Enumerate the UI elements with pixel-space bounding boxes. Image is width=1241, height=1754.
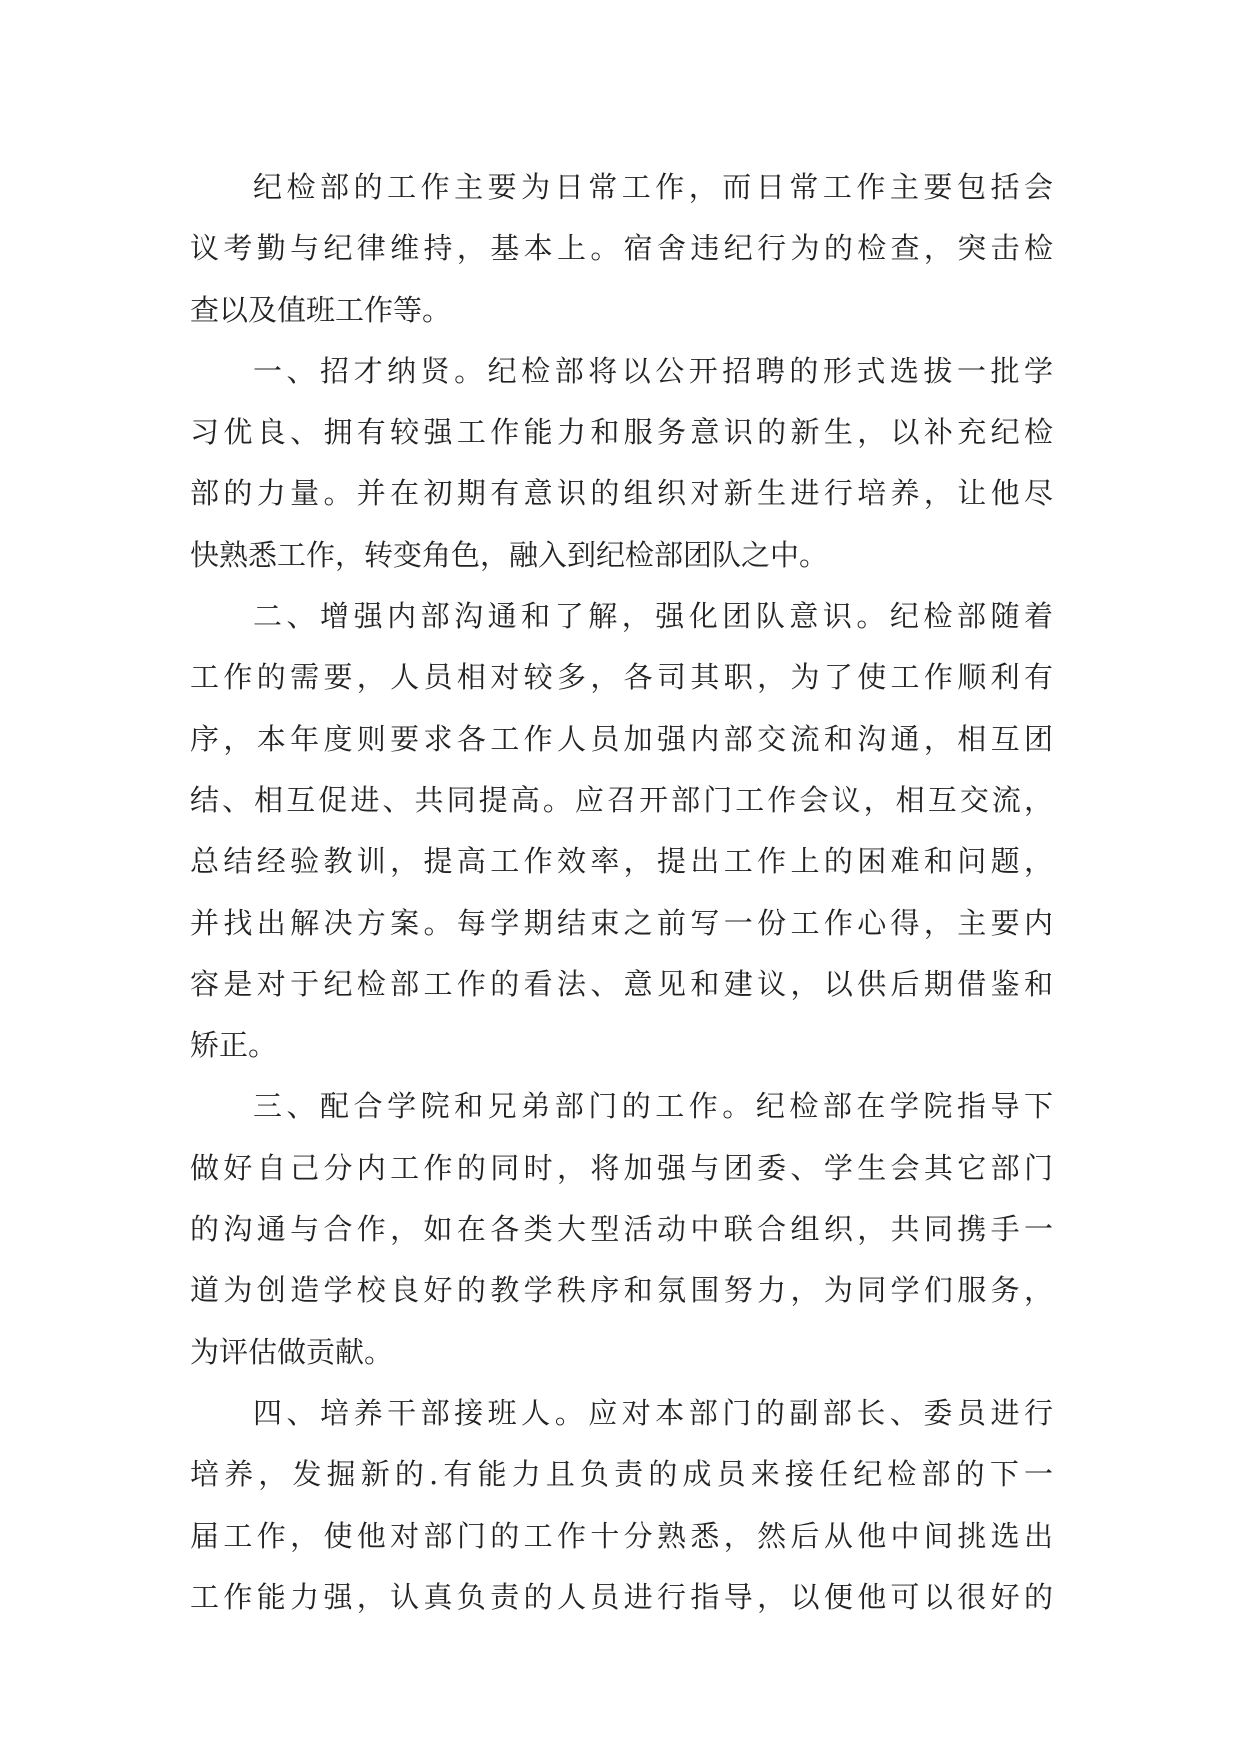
text-line: 工作的需要，人员相对较多，各司其职，为了使工作顺利有 bbox=[190, 660, 1053, 695]
document-body bbox=[190, 157, 1053, 1628]
paragraph-successors bbox=[190, 1383, 1053, 1628]
text-line: 的沟通与合作，如在各类大型活动中联合组织，共同携手一 bbox=[190, 1212, 1053, 1247]
paragraph-intro bbox=[190, 157, 1053, 341]
text-line: 矫正。 bbox=[190, 1028, 278, 1063]
text-line: 容是对于纪检部工作的看法、意见和建议，以供后期借鉴和 bbox=[190, 966, 1053, 1001]
text-line: 快熟悉工作，转变角色，融入到纪检部团队之中。 bbox=[190, 537, 829, 572]
text-line: 总结经验教训，提高工作效率，提出工作上的困难和问题， bbox=[190, 844, 1053, 879]
text-line: 培养，发掘新的.有能力且负责的成员来接任纪检部的下一 bbox=[190, 1457, 1053, 1492]
text-line: 二、增强内部沟通和了解，强化团队意识。纪检部随着 bbox=[253, 599, 1053, 634]
text-line: 三、配合学院和兄弟部门的工作。纪检部在学院指导下 bbox=[253, 1089, 1053, 1124]
text-line: 工作能力强，认真负责的人员进行指导，以便他可以很好的 bbox=[190, 1579, 1053, 1614]
text-line: 一、招才纳贤。纪检部将以公开招聘的形式选拔一批学 bbox=[253, 353, 1053, 388]
text-line: 道为创造学校良好的教学秩序和氛围努力，为同学们服务， bbox=[190, 1273, 1053, 1308]
paragraph-cooperation bbox=[190, 1076, 1053, 1382]
text-line: 部的力量。并在初期有意识的组织对新生进行培养，让他尽 bbox=[190, 476, 1053, 511]
text-line: 习优良、拥有较强工作能力和服务意识的新生，以补充纪检 bbox=[190, 415, 1053, 450]
text-line: 届工作，使他对部门的工作十分熟悉，然后从他中间挑选出 bbox=[190, 1518, 1053, 1553]
text-line: 议考勤与纪律维持，基本上。宿舍违纪行为的检查，突击检 bbox=[190, 231, 1053, 266]
text-line: 查以及值班工作等。 bbox=[190, 292, 452, 327]
text-line: 做好自己分内工作的同时，将加强与团委、学生会其它部门 bbox=[190, 1150, 1053, 1185]
text-line: 结、相互促进、共同提高。应召开部门工作会议，相互交流， bbox=[190, 782, 1053, 817]
text-line: 并找出解决方案。每学期结束之前写一份工作心得，主要内 bbox=[190, 905, 1053, 940]
text-line: 序，本年度则要求各工作人员加强内部交流和沟通，相互团 bbox=[190, 721, 1053, 756]
paragraph-communication bbox=[190, 586, 1053, 1076]
text-line: 纪检部的工作主要为日常工作，而日常工作主要包括会 bbox=[253, 170, 1053, 204]
paragraph-recruitment bbox=[190, 341, 1053, 586]
text-line: 为评估做贡献。 bbox=[190, 1334, 394, 1369]
text-line: 四、培养干部接班人。应对本部门的副部长、委员进行 bbox=[253, 1395, 1053, 1430]
